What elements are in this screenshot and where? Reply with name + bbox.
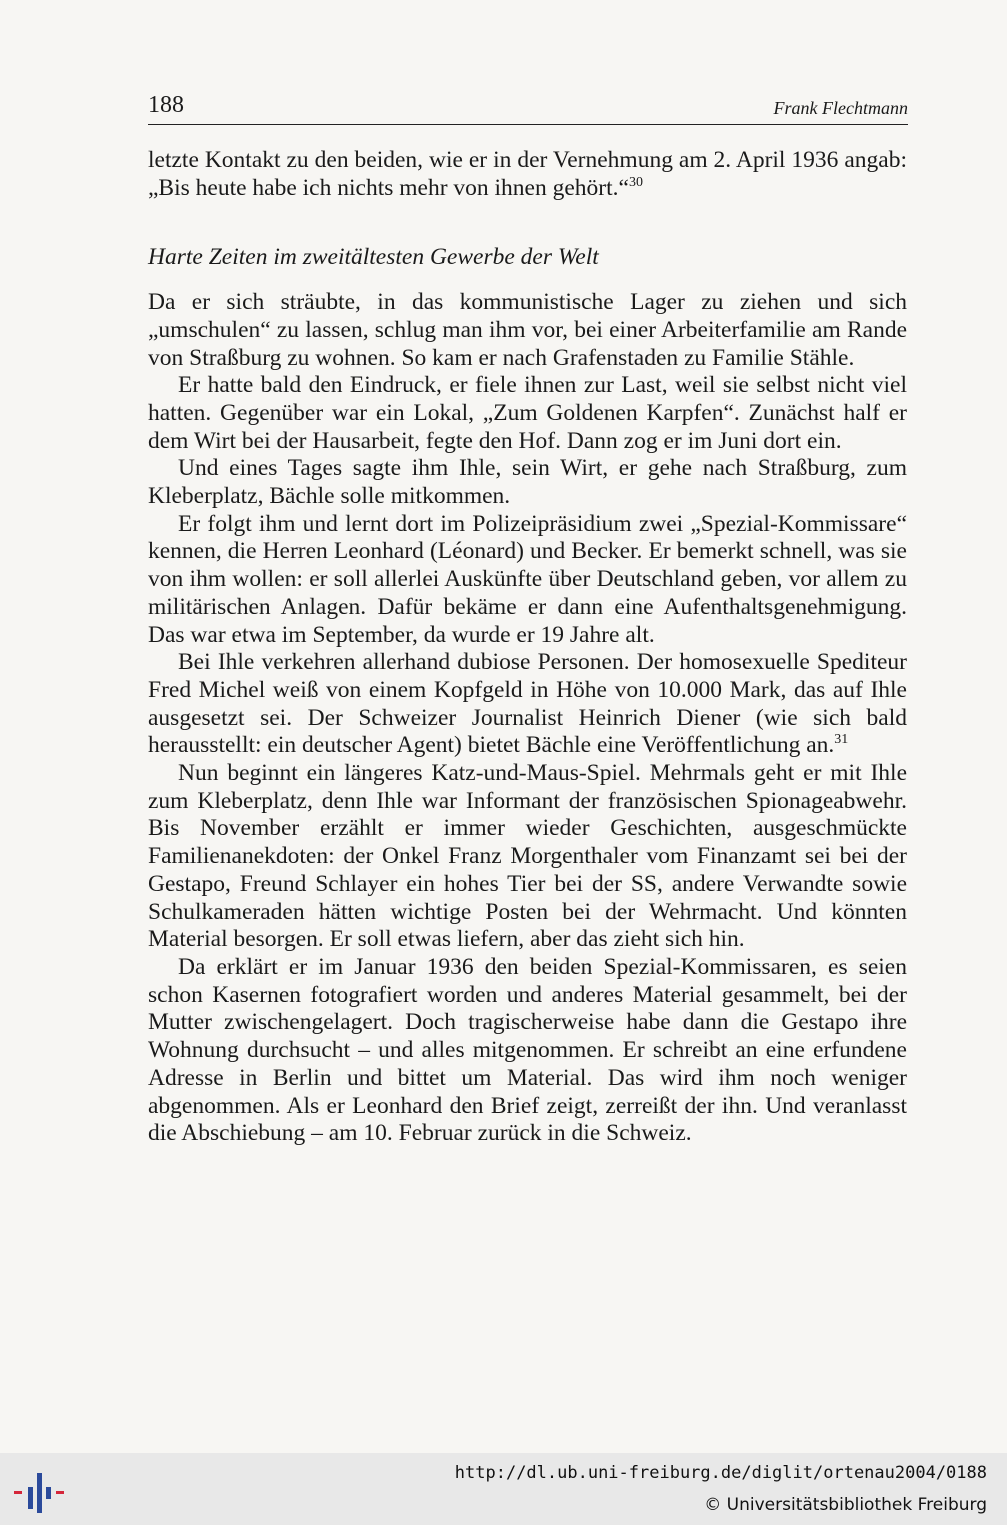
- footnote-marker[interactable]: 31: [834, 732, 849, 748]
- running-head: Frank Flechtmann: [773, 98, 908, 118]
- intro-paragraph: letzte Kontakt zu den beiden, wie er in der Vernehmung am 2. April 1936 angab: „Bis heute habe ich nichts mehr von ihnen gehört.“$^{30}$: [148, 147, 907, 201]
- copyright-notice: © Universitätsbibliothek Freiburg: [704, 1495, 987, 1515]
- body-paragraph: Und eines Tages sagte ihm Ihle, sein Wirt, er gehe nach Straßburg, zum Kleberplatz, Bächle solle mitkommen.: [148, 455, 907, 510]
- viewer-footer: [0, 1453, 1007, 1525]
- section-heading: Harte Zeiten im zweitältesten Gewerbe der Welt: [148, 244, 599, 271]
- page-number: 188: [148, 92, 184, 118]
- footnote-marker[interactable]: 30: [628, 174, 643, 190]
- page-body: [148, 147, 907, 1148]
- body-paragraph: Da erklärt er im Januar 1936 den beiden Spezial-Kommissaren, es seien schon Kasernen fotografiert worden und anderes Material gesammelt, bei der Mutter zwischengelagert. Doch tragischerweise habe dann die Gestapo ihre Wohnung durchsucht – und alles mitgenommen. Er schreibt an eine erfundene Adresse in Berlin und bittet um Material. Das wird ihm noch weniger abgenommen. Als er Leonhard den Brief zeigt, zerreißt der ihn. Und veranlasst die Abschiebung – am 10. Februar zurück in die Schweiz.: [148, 953, 907, 1147]
- body-paragraph: Er hatte bald den Eindruck, er fiele ihnen zur Last, weil sie selbst nicht viel hatten. Gegenüber war ein Lokal, „Zum Goldenen Karpfen“. Zunächst half er dem Wirt bei der Hausarbeit, fegte den Hof. Dann zog er im Juni dort ein.: [148, 372, 907, 454]
- page-header: [148, 90, 908, 125]
- body-paragraph: Bei Ihle verkehren allerhand dubiose Personen. Der homosexuelle Spediteur Fred Michel weiß von einem Kopfgeld in Höhe von 10.000 Mark, das auf Ihle ausgesetzt sei. Der Schweizer Journalist Heinrich Diener (wie sich bald herausstellt: ein deutscher Agent) bietet Bächle eine Veröffentlichung an.$^{31}$: [148, 649, 907, 759]
- document-url-link[interactable]: http://dl.ub.uni-freiburg.de/diglit/ortenau2004/0188: [454, 1463, 987, 1483]
- body-paragraph: Nun beginnt ein längeres Katz-und-Maus-Spiel. Mehrmals geht er mit Ihle zum Kleberplatz, denn Ihle war Informant der französischen Spionageabwehr. Bis November erzählt er immer wieder Geschichten, ausgeschmückte Familienanekdoten: der Onkel Franz Morgenthaler vom Finanzamt sei bei der Gestapo, Freund Schlayer ein hohes Tier bei der SS, andere Verwandte sowie Schulkameraden hätten wichtige Posten bei der Wehrmacht. Und könnten Material besorgen. Er soll etwas liefern, aber das zieht sich hin.: [148, 760, 907, 953]
- library-logo-icon: [14, 1467, 64, 1517]
- body-paragraph: Er folgt ihm und lernt dort im Polizeipräsidium zwei „Spezial-Kommissare“ kennen, die Herren Leonhard (Léonard) und Becker. Er bemerkt schnell, was sie von ihm wollen: er soll allerlei Auskünfte über Deutschland geben, vor allem zu militärischen Anlagen. Dafür bekäme er dann eine Aufenthaltsgenehmigung. Das war etwa im September, da wurde er 19 Jahre alt.: [148, 510, 907, 648]
- body-paragraph: Da er sich sträubte, in das kommunistische Lager zu ziehen und sich „umschulen“ zu lassen, schlug man ihm vor, bei einer Arbeiterfamilie am Rande von Straßburg zu wohnen. So kam er nach Grafenstaden zu Familie Stähle.: [148, 289, 907, 371]
